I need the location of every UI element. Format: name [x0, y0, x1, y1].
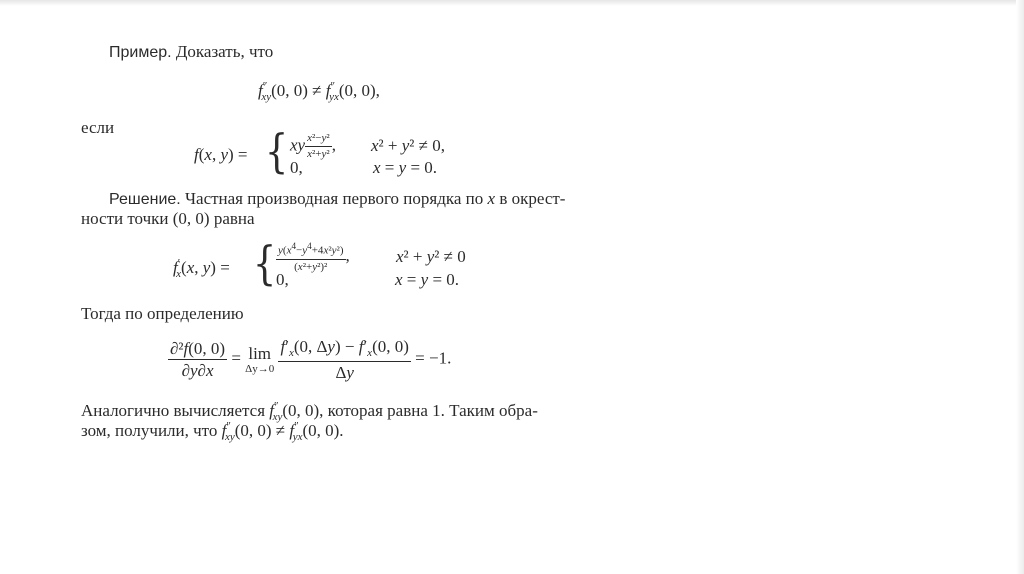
- partial-brace: {: [252, 236, 277, 290]
- definition-lhs: f(x, y) =: [194, 145, 248, 164]
- limit-formula: $\frac{\text{∂²f(0, 0)}}{\partial y\partial x}$ = lim Δy→0 $\frac{f'_x(0, \Delta y) - f'_x(0, 0)}{\Delta y}$ = −1.: [170, 337, 452, 382]
- definition-case2-value: 0,: [290, 158, 303, 177]
- definition-case1-cond: x² + y² ≠ 0,: [371, 136, 445, 155]
- conclusion-line2: зом, получили, что $f''_{xy}(0$, $0) \ne f''_{yx}(0$, 0).: [81, 420, 344, 443]
- partial-case2-value: 0,: [276, 270, 289, 289]
- example-line: [109, 42, 273, 63]
- partial-case1-cond: x² + y² ≠ 0: [396, 247, 466, 266]
- partial-case1-value: $\frac{y(x^4-y^4+4x^2y^2)}{\text{(x²+y²)²}}$ ,: [278, 241, 350, 273]
- claim-ne: ≠: [312, 81, 322, 100]
- lim-sub: Δy→0: [245, 362, 275, 375]
- solution-line2: ности точки (0, 0) равна: [81, 209, 255, 228]
- lim-word: lim: [248, 343, 272, 363]
- example-label: Пример.: [109, 44, 172, 61]
- partial-case2-cond: x = y = 0.: [395, 270, 460, 289]
- example-text: Доказать, что: [175, 42, 274, 61]
- partial-lhs: $f'_x(x$, y) =: [173, 257, 230, 280]
- solution-line1: Решение. Частная производная первого порядка по x в окрест-: [109, 189, 566, 208]
- right-edge-shadow: [1016, 0, 1024, 574]
- limit-result: = −1.: [415, 348, 452, 368]
- if-word: если: [81, 118, 115, 137]
- by-definition-text: Тогда по определению: [81, 304, 244, 323]
- definition-brace: {: [264, 124, 289, 178]
- top-edge-shadow: [0, 0, 1024, 6]
- conclusion-line1: Аналогично вычисляется $f''_{xy}(0$, 0), которая равна 1. Таким обра-: [81, 400, 538, 423]
- definition-case2-cond: x = y = 0.: [373, 158, 438, 177]
- definition-case1-value: xy $\frac{\text{x²−y²}}{\text{x²+y²}}$ ,: [290, 132, 336, 160]
- claim-formula: $f''_{xy}(0$, $0) \ne f''_{yx}(0$, 0),: [258, 80, 380, 103]
- solution-label: Решение.: [109, 191, 181, 208]
